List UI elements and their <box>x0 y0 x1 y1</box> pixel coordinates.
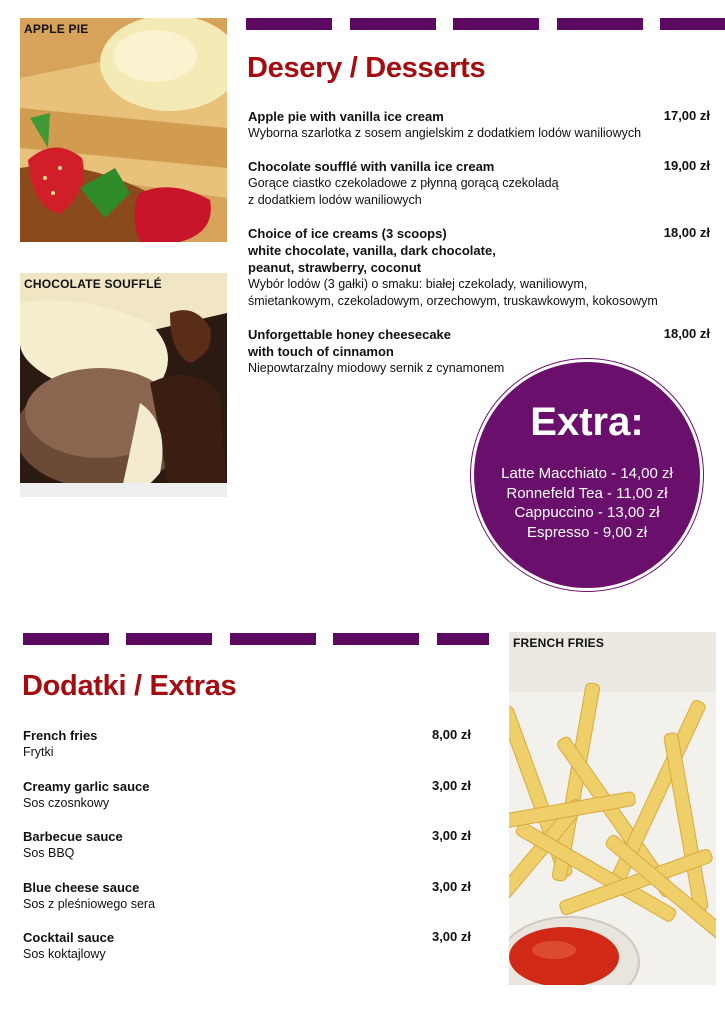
desserts-heading: Desery / Desserts <box>247 52 486 84</box>
item-price: 17,00 zł <box>663 108 710 123</box>
item-name: Blue cheese sauce <box>23 880 140 895</box>
photo-label: FRENCH FRIES <box>513 636 605 650</box>
menu-item <box>23 929 403 963</box>
divider-bar <box>333 633 419 645</box>
item-price: 8,00 zł <box>431 727 471 742</box>
item-name: Unforgettable honey cheesecake with touch of cinnamon <box>248 327 452 359</box>
extra-title: Extra: <box>530 400 644 444</box>
extra-drink-line: Espresso - 9,00 zł <box>526 523 648 541</box>
menu-item <box>23 879 403 913</box>
item-description: Frytki <box>23 745 54 759</box>
item-name: Apple pie with vanilla ice cream <box>248 109 444 124</box>
item-price: 18,00 zł <box>663 326 710 341</box>
item-description: Sos czosnkowy <box>23 796 110 810</box>
extra-drinks-list <box>474 464 700 542</box>
item-price: 3,00 zł <box>431 929 471 944</box>
divider-bar <box>660 18 725 30</box>
divider-bar <box>437 633 489 645</box>
divider-bar <box>246 18 332 30</box>
item-description: Wyborna szarlotka z sosem angielskim z dodatkiem lodów waniliowych <box>248 126 642 140</box>
item-description: Sos koktajlowy <box>23 947 106 961</box>
item-price: 19,00 zł <box>663 158 710 173</box>
item-name: Creamy garlic sauce <box>23 779 150 794</box>
divider-bar <box>453 18 539 30</box>
menu-item <box>23 828 403 862</box>
chocolate-souffle-photo <box>20 273 227 497</box>
item-name: Choice of ice creams (3 scoops) white chocolate, vanilla, dark chocolate, peanut, strawberry, coconut <box>248 226 496 275</box>
french-fries-photo <box>509 632 716 985</box>
item-price: 18,00 zł <box>663 225 710 240</box>
item-price: 3,00 zł <box>431 879 471 894</box>
menu-item <box>23 778 403 812</box>
extra-drinks-badge <box>471 359 703 591</box>
divider-bar <box>23 633 109 645</box>
apple-pie-photo <box>20 18 227 242</box>
item-description: Wybór lodów (3 gałki) o smaku: białej czekolady, waniliowym, śmietankowym, czekoladowym, orzechowym, truskawkowym, kokosowym <box>248 277 658 308</box>
menu-item <box>23 727 403 761</box>
divider-bar <box>557 18 643 30</box>
item-description: Niepowtarzalny miodowy sernik z cynamonem <box>248 361 505 375</box>
item-name: French fries <box>23 728 98 743</box>
extra-drink-line: Cappuccino - 13,00 zł <box>514 504 660 521</box>
extra-drink-line: Ronnefeld Tea - 11,00 zł <box>506 484 668 502</box>
item-description: Gorące ciastko czekoladowe z płynną gorącą czekoladą z dodatkiem lodów waniliowych <box>248 176 559 207</box>
extra-drink-line: Latte Macchiato - 14,00 zł <box>501 465 673 482</box>
item-description: Sos z pleśniowego sera <box>23 897 156 911</box>
divider-bar <box>126 633 212 645</box>
menu-item <box>248 108 648 142</box>
item-price: 3,00 zł <box>431 828 471 843</box>
item-description: Sos BBQ <box>23 846 75 860</box>
french-fries-illustration <box>509 632 716 985</box>
photo-label: CHOCOLATE SOUFFLÉ <box>24 277 162 291</box>
item-name: Cocktail sauce <box>23 930 115 945</box>
extras-heading: Dodatki / Extras <box>22 670 237 702</box>
menu-item <box>248 158 648 209</box>
apple-pie-illustration <box>20 18 227 242</box>
souffle-illustration <box>20 273 227 497</box>
item-name: Chocolate soufflé with vanilla ice cream <box>248 159 495 174</box>
photo-label: APPLE PIE <box>24 22 89 36</box>
item-price: 3,00 zł <box>431 778 471 793</box>
item-name: Barbecue sauce <box>23 829 123 844</box>
divider-bar <box>350 18 436 30</box>
divider-bar <box>230 633 316 645</box>
